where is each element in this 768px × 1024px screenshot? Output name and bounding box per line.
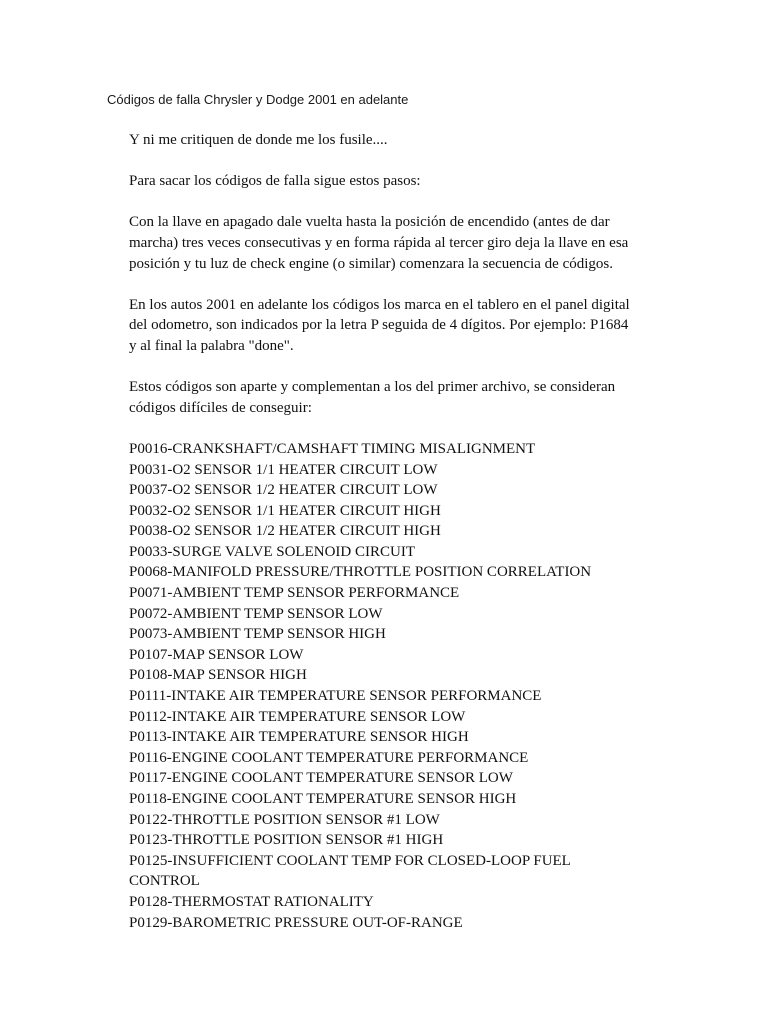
fault-code-item: P0072-AMBIENT TEMP SENSOR LOW (129, 605, 383, 622)
fault-code-item: P0122-THROTTLE POSITION SENSOR #1 LOW (129, 811, 440, 828)
fault-code-item: P0031-O2 SENSOR 1/1 HEATER CIRCUIT LOW (129, 461, 438, 478)
fault-code-item: P0123-THROTTLE POSITION SENSOR #1 HIGH (129, 832, 444, 849)
fault-code-item: P0116-ENGINE COOLANT TEMPERATURE PERFORMANCE (129, 749, 529, 766)
fault-code-item: P0037-O2 SENSOR 1/2 HEATER CIRCUIT LOW (129, 482, 438, 499)
fault-code-list (129, 439, 649, 933)
paragraph-odometer-codes: En los autos 2001 en adelante los códigos los marca en el tablero en el panel digital del odometro, son indicados por la letra P seguida de 4 dígitos. Por ejemplo: P1684 y al final la palabra "done". (129, 296, 630, 354)
document-body (129, 130, 649, 933)
fault-code-item: P0071-AMBIENT TEMP SENSOR PERFORMANCE (129, 585, 460, 602)
paragraph-intro: Y ni me critiquen de donde me los fusile.... (129, 132, 388, 148)
fault-code-item: P0107-MAP SENSOR LOW (129, 646, 304, 663)
fault-code-item: P0068-MANIFOLD PRESSURE/THROTTLE POSITION CORRELATION (129, 564, 592, 581)
fault-code-item: P0113-INTAKE AIR TEMPERATURE SENSOR HIGH (129, 729, 469, 746)
fault-code-item: P0112-INTAKE AIR TEMPERATURE SENSOR LOW (129, 708, 466, 725)
fault-code-item: P0033-SURGE VALVE SOLENOID CIRCUIT (129, 543, 415, 560)
fault-code-item: P0118-ENGINE COOLANT TEMPERATURE SENSOR HIGH (129, 791, 517, 807)
fault-code-item: P0128-THERMOSTAT RATIONALITY (129, 893, 374, 910)
document-title: Códigos de falla Chrysler y Dodge 2001 en adelante (107, 92, 409, 107)
fault-code-item: P0111-INTAKE AIR TEMPERATURE SENSOR PERFORMANCE (129, 688, 542, 705)
fault-code-item: P0108-MAP SENSOR HIGH (129, 667, 307, 684)
fault-code-item: P0073-AMBIENT TEMP SENSOR HIGH (129, 626, 386, 643)
paragraph-key-procedure: Con la llave en apagado dale vuelta hasta la posición de encendido (antes de dar marcha) tres veces consecutivas y en forma rápida al tercer giro deja la llave en esa posición y tu luz de check engine (o similar) comenzara la secuencia de códigos. (129, 214, 629, 272)
fault-code-item: P0016-CRANKSHAFT/CAMSHAFT TIMING MISALIGNMENT (129, 440, 536, 457)
fault-code-item: P0117-ENGINE COOLANT TEMPERATURE SENSOR LOW (129, 770, 513, 787)
fault-code-item: P0038-O2 SENSOR 1/2 HEATER CIRCUIT HIGH (129, 523, 441, 540)
fault-code-item: P0032-O2 SENSOR 1/1 HEATER CIRCUIT HIGH (129, 502, 441, 519)
fault-code-item: P0129-BAROMETRIC PRESSURE OUT-OF-RANGE (129, 914, 463, 931)
paragraph-steps-heading: Para sacar los códigos de falla sigue estos pasos: (129, 173, 421, 190)
fault-code-item: P0125-INSUFFICIENT COOLANT TEMP FOR CLOSED-LOOP FUEL CONTROL (129, 852, 571, 890)
paragraph-codes-intro: Estos códigos son aparte y complementan a los del primer archivo, se consideran códigos difíciles de conseguir: (129, 379, 616, 416)
